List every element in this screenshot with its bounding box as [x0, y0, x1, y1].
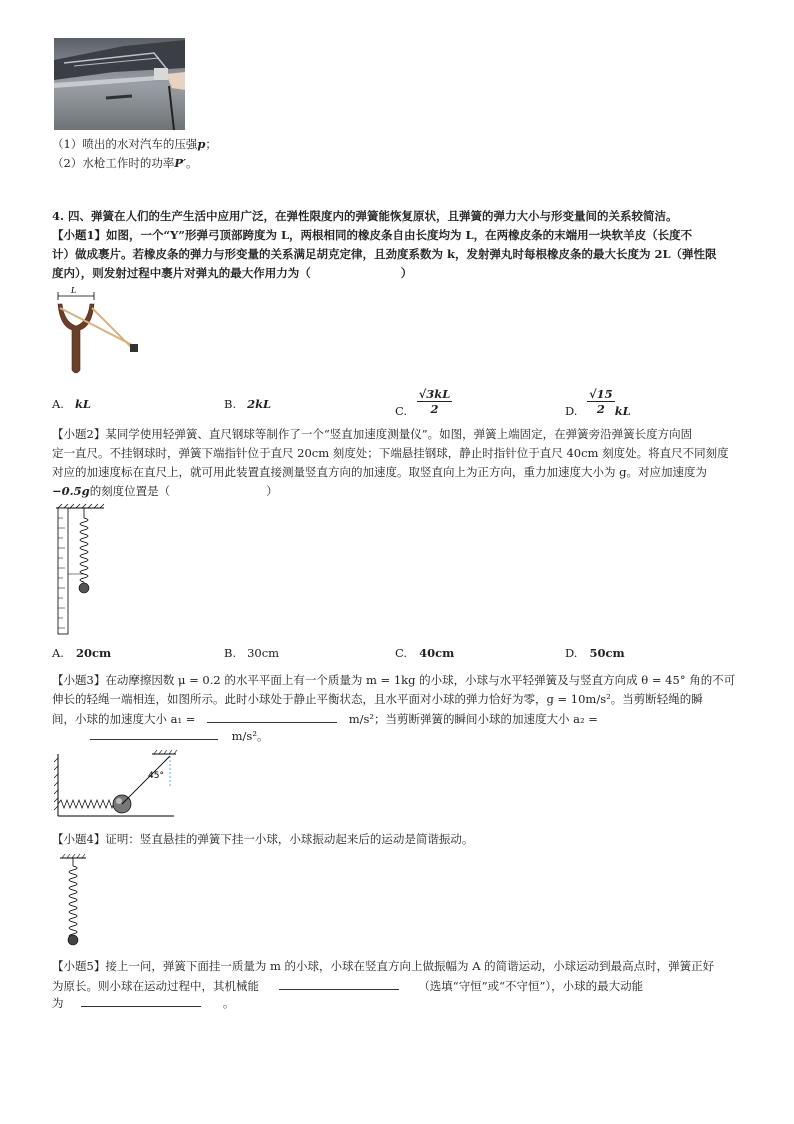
q4-sub2-option-d[interactable]: D. 50cm [565, 646, 625, 660]
spring-ruler-figure [56, 504, 106, 634]
q4-sub3-line3: 间，小球的加速度大小 a₁ = m/s²；当剪断弹簧的瞬间小球的加速度大小 a₂ = [52, 712, 598, 726]
q3-item-1: （1）喷出的水对汽车的压强p； [52, 137, 217, 151]
q4-sub1-option-a[interactable]: A. kL [52, 397, 91, 411]
slingshot-span-label: L [71, 286, 77, 295]
q4-sub2-line3: 对应的加速度标在直尺上，就可用此装置直接测量竖直方向的加速度。取竖直向上为正方向，重力加速度大小为 g。对应加速度为 [52, 465, 708, 479]
angle-label: 45° [148, 771, 164, 781]
q4-sub2-line4: −0.5g的刻度位置是（ ） [52, 484, 278, 498]
q4-sub1-line2: 计）做成裹片。若橡皮条的弹力与形变量的关系满足胡克定律，且劲度系数为 k，发射弹丸时每根橡皮条的最大长度为 2L（弹性限 [52, 247, 717, 261]
slingshot-figure [54, 286, 144, 376]
hanging-spring-figure [60, 852, 90, 948]
q4-sub2-option-b[interactable]: B. 30cm [224, 646, 280, 660]
q4-sub2-line1: 【小题2】某同学使用轻弹簧、直尺钢球等制作了一个“竖直加速度测量仪”。如图，弹簧上端固定，在弹簧旁沿弹簧长度方向固 [52, 427, 693, 441]
q4-sub5-line3: 为 。 [52, 996, 235, 1010]
q4-sub5-line2: 为原长。则小球在运动过程中，其机械能 （选填“守恒”或“不守恒”），小球的最大动能 [52, 979, 644, 993]
q4-sub5-line1: 【小题5】接上一问，弹簧下面挂一质量为 m 的小球，小球在竖直方向上做振幅为 A 的简谐运动，小球运动到最高点时，弹簧正好 [52, 959, 715, 973]
q4-sub3-blank-a1[interactable] [207, 711, 337, 723]
q4-sub1-option-d[interactable]: D. $\frac{√15}{2}$ kL [565, 387, 631, 418]
q4-sub1-option-b[interactable]: B. 2kL [224, 397, 272, 411]
q4-sub3-line2: 伸长的轻绳一端相连，如图所示。此时小球处于静止平衡状态，且水平面对小球的弹力恰好为零，g = 10m/s²。当剪断轻绳的瞬 [52, 692, 703, 706]
q4-sub1-line3: 度内），则发射过程中裹片对弹丸的最大作用力为（ ） [52, 266, 413, 280]
q4-sub5-blank-energy[interactable] [279, 978, 399, 990]
q4-sub4-text: 【小题4】证明：竖直悬挂的弹簧下挂一小球，小球振动起来后的运动是简谐振动。 [52, 832, 474, 846]
car-wash-photo [54, 38, 185, 130]
q4-sub1-option-c[interactable]: C. $\frac{√3kL}{2}$ [395, 387, 451, 418]
q4-sub2-line2: 定一直尺。不挂钢球时，弹簧下端指针位于直尺 20cm 刻度处；下端悬挂钢球，静止时指针位于直尺 40cm 刻度处。将直尺不同刻度 [52, 446, 729, 460]
q4-intro: 4. 四、弹簧在人们的生产生活中应用广泛，在弹性限度内的弹簧能恢复原状，且弹簧的弹力大小与形变量间的关系较简洁。 [52, 209, 678, 223]
q4-sub5-blank-ke[interactable] [81, 995, 201, 1007]
q4-sub2-option-a[interactable]: A. 20cm [52, 646, 112, 660]
q3-item-2: （2）水枪工作时的功率P′。 [52, 156, 198, 170]
q4-sub3-blank-a2[interactable] [90, 728, 218, 740]
q4-sub3-line1: 【小题3】在动摩擦因数 μ = 0.2 的水平平面上有一个质量为 m = 1kg 的小球，小球与水平轻弹簧及与竖直方向成 θ = 45° 角的不可 [52, 673, 736, 687]
spring-rope-ball-figure [56, 746, 176, 818]
q4-sub1-line1: 【小题1】如图，一个“Y”形弹弓顶部跨度为 L，两根相同的橡皮条自由长度均为 L，在两橡皮条的末端用一块软羊皮（长度不 [52, 228, 693, 242]
q4-sub3-line4: m/s²。 [52, 728, 268, 743]
q4-sub2-option-c[interactable]: C. 40cm [395, 646, 455, 660]
